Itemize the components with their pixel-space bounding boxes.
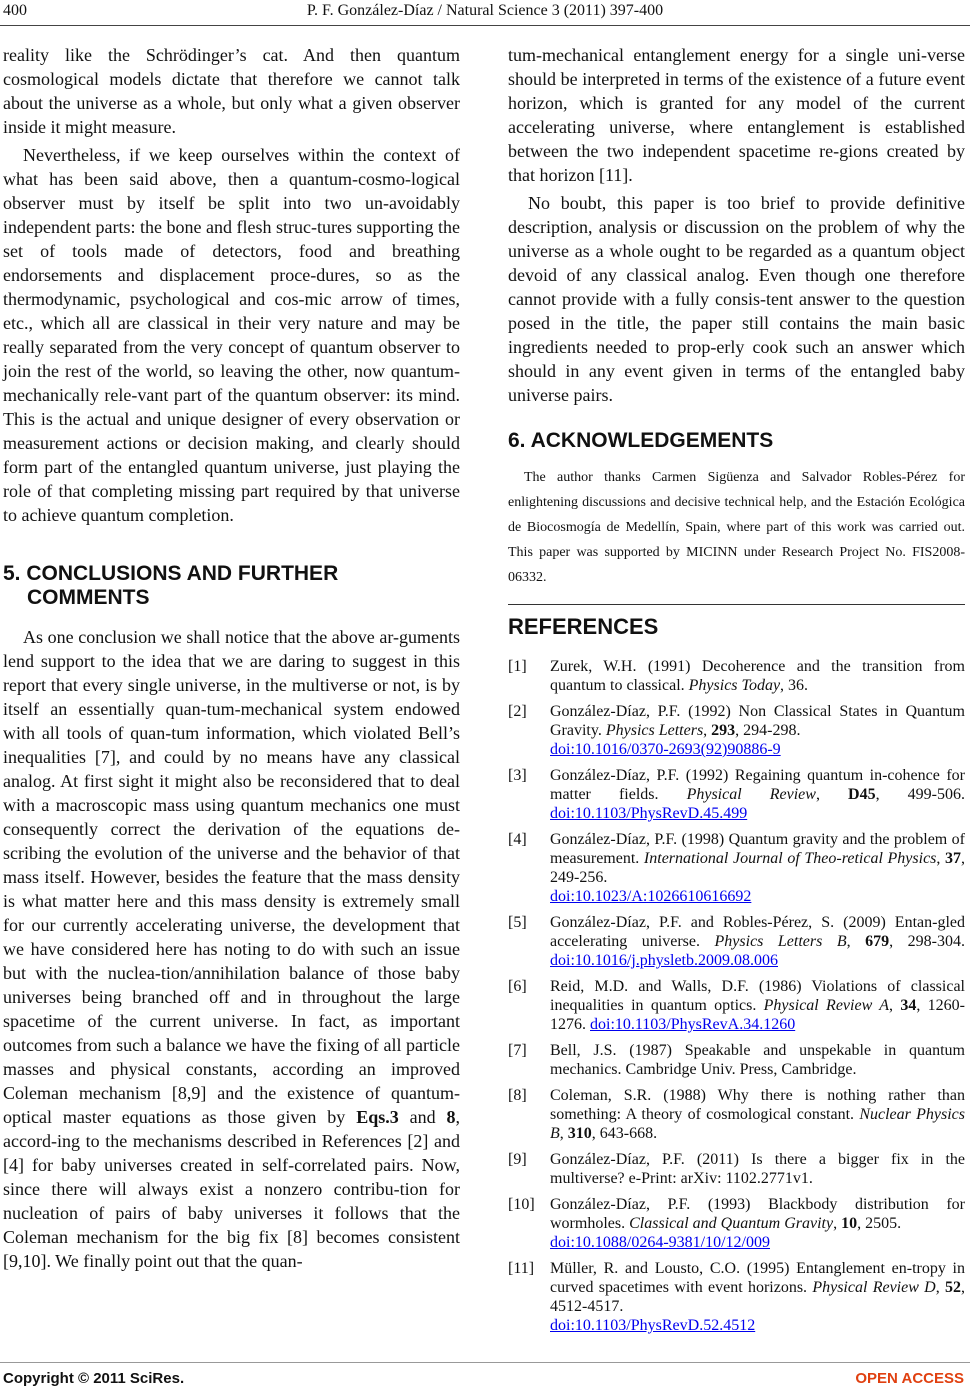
reference-number: [5] (508, 914, 527, 931)
conclusions-text-b: , accord-ing to the mechanisms described in References [2] and [4] for baby universes created in self-correlated pairs. Now, since there will always exist a nonzero contribu-tion for nucleation of pairs of baby universes it follows that the Coleman mechanism for the big fix [8] becomes consistent [9,10]. We finally point out that the quan- (3, 1107, 460, 1271)
reference-item (508, 1150, 965, 1188)
section-5-heading-line2: COMMENTS (27, 586, 150, 609)
reference-journal: Nuclear Physics B (550, 1106, 966, 1142)
section-6-heading: 6. ACKNOWLEDGEMENTS (508, 429, 774, 452)
conclusions-text-a: As one conclusion we shall notice that the above ar-guments lend support to the idea that we are daring to suggest in this report that every single universe, in the multiverse or not, is by itself an essentially quan-tum-mechanical system endowed with all tools of quan-tum information, which violated Bell’s inequalities [7], and could by no means have any classical analog. At first sight it might also be reconsidered that to deal with a macroscopic mass using quantum mechanics one must consequently correct the derivation of the equations de-scribing the evolution of the universe and the behavior of that mass itself. However, besides the feature that the mass density is what matter here and this mass density is extremely small for our currently accelerating universe, the development that we have considered here has noting to do with such an issue but with the nuclea-tion/annihilation balance of those baby universes being branched off and in throughout the large spacetime of the current universe. In fact, as important outcomes from such a balance we have the fixing of all particle masses and physical constants, according an improved Coleman mechanism [8,9] and the existence of quantum-optical master equations as those given by (3, 627, 460, 1127)
reference-body: González-Díaz, P.F. (1992) Non Classical States in Quantum Gravity. Physics Letters, 293, 294-298. doi:10.1016/0370-2693(92)90886-9 (550, 703, 965, 758)
reference-body (550, 1151, 965, 1187)
page-footer (0, 1367, 970, 1388)
doi-link[interactable]: doi:10.1016/0370-2693(92)90886-9 (550, 741, 781, 758)
paragraph-brief: No boubt, this paper is too brief to provide definitive description, analysis or discussion on the problem of why the universe as a whole ought to be regarded as a quantum object devoid of any classical analog. Even though one therefore cannot provide with a fully consis-tent answer to the question posed in the title, the paper still contains the main basic ingredients needed to prop-erly cook such an answer which should in any event given in terms of the entangled baby universe pairs. (508, 193, 965, 405)
reference-body (550, 1042, 965, 1078)
reference-journal: Physics Letters B (714, 933, 847, 950)
page-number: 400 (3, 2, 27, 19)
reference-volume: 679 (865, 933, 890, 950)
paragraph-conclusions (3, 625, 460, 1273)
section-5-heading (3, 562, 460, 610)
reference-pages: , 298-304. (889, 933, 965, 950)
reference-number: [4] (508, 831, 527, 848)
reference-body: González-Díaz, P.F. (1992) Regaining quantum in-cohence for matter fields. Physical Review, D45, 499-506. doi:10.1103/PhysRevD.45.499 (550, 767, 965, 822)
left-column (3, 43, 460, 1273)
reference-number: [9] (508, 1151, 527, 1168)
eq8-ref: 8 (446, 1107, 456, 1127)
reference-text: González-Díaz, P.F. (1992) Non Classical States in Quantum Gravity. (550, 703, 965, 739)
open-access-label: OPEN ACCESS (855, 1370, 964, 1387)
reference-volume: 34 (900, 997, 917, 1014)
reference-pages: , 499-506. (875, 786, 965, 803)
reference-item (508, 913, 965, 970)
reference-volume: 310 (567, 1125, 592, 1142)
reference-journal: Physical Review D (812, 1279, 936, 1296)
reference-item (508, 1041, 965, 1079)
reference-pages: , 36. (780, 677, 809, 694)
reference-text: Müller, R. and Lousto, C.O. (1995) Entanglement en-tropy in curved spacetimes with event horizons. (550, 1260, 965, 1296)
reference-pages: , 4512-4517. (550, 1279, 966, 1315)
reference-journal: Physical Review (686, 786, 816, 803)
doi-link[interactable]: doi:10.1103/PhysRevD.52.4512 (550, 1317, 756, 1334)
doi-link[interactable]: doi:10.1023/A:1026610616692 (550, 888, 752, 905)
doi-link[interactable]: doi:10.1088/0264-9381/10/12/009 (550, 1234, 770, 1251)
paragraph-observer: Nevertheless, if we keep ourselves within the context of what has been said above, then a quantum-cosmo-logical observer must by itself be split into two un-avoidably independent parts: the bone and flesh struc-tures supporting the set of tools made of detectors, food and breathing endorsements and displacement proce-dures, so as the thermodynamic, psychological and cos-mic arrow of times, etc., which all are classical in their very nature and may be really separated from the very concept of quantum observer to join the rest of the world, so leaving the other, now quantum-mechanically rele-vant part of the quantum observer: its mind. This is the actual and unique designer of every observation or measurement actions or decision making, and clearly should form part of the entangled quantum universe, just playing the role of that completing missing part required by that universe to achieve quantum completion. (3, 145, 460, 525)
reference-text: González-Díaz, P.F. and Robles-Pérez, S. (2009) Entan-gled accelerating universe. (550, 914, 965, 950)
reference-pages: , 2505. (857, 1215, 902, 1232)
reference-journal: International Journal of Theo-retical Physics (643, 850, 937, 867)
reference-item (508, 977, 965, 1034)
reference-item (508, 830, 965, 906)
reference-text: González-Díaz, P.F. (1992) Regaining quantum in-cohence for matter fields. (550, 767, 965, 803)
reference-item (508, 702, 965, 759)
eqs3-ref: Eqs.3 (356, 1107, 399, 1127)
reference-number: [2] (508, 703, 527, 720)
reference-text: Coleman, S.R. (1988) Why there is nothing rather than something: A theory of cosmological constant. (550, 1087, 965, 1123)
reference-text: González-Díaz, P.F. (2011) Is there a bigger fix in the multiverse? e-Print: arXiv: 1102.2771v1. (550, 1151, 965, 1187)
doi-link[interactable]: doi:10.1103/PhysRevD.45.499 (550, 805, 748, 822)
reference-journal: Physical Review A (763, 997, 890, 1014)
reference-volume: 293 (711, 722, 736, 739)
reference-journal: Classical and Quantum Gravity (629, 1215, 834, 1232)
reference-item (508, 1259, 965, 1335)
reference-item (508, 657, 965, 695)
reference-item (508, 1195, 965, 1252)
reference-number: [3] (508, 767, 527, 784)
copyright-notice: Copyright © 2011 SciRes. (3, 1370, 185, 1387)
reference-body: González-Díaz, P.F. (1993) Blackbody distribution for wormholes. Classical and Quantum Gravity, 10, 2505. doi:10.1088/0264-9381/10/12/009 (550, 1196, 965, 1251)
reference-text: González-Díaz, P.F. (1993) Blackbody distribution for wormholes. (550, 1196, 965, 1232)
reference-text: Zurek, W.H. (1991) Decoherence and the transition from quantum to classical. (550, 658, 965, 694)
running-head: P. F. González-Díaz / Natural Science 3 (2011) 397-400 (306, 2, 664, 19)
reference-text: Bell, J.S. (1987) Speakable and unspekable in quantum mechanics. Cambridge Univ. Press, Cambridge. (550, 1042, 965, 1078)
reference-volume: 52 (945, 1279, 962, 1296)
doi-link[interactable]: doi:10.1016/j.physletb.2009.08.006 (550, 952, 778, 969)
reference-number: [1] (508, 658, 527, 675)
reference-item (508, 766, 965, 823)
reference-text: González-Díaz, P.F. (1998) Quantum gravity and the problem of measurement. (550, 831, 965, 867)
reference-journal: Physics Today (688, 677, 781, 694)
right-column (508, 43, 965, 1342)
reference-journal: Physics Letters (605, 722, 704, 739)
header-rule (0, 25, 970, 26)
reference-number: [8] (508, 1087, 527, 1104)
reference-text: Reid, M.D. and Walls, D.F. (1986) Violations of classical inequalities in quantum optics. (550, 978, 965, 1014)
reference-body: Müller, R. and Lousto, C.O. (1995) Entanglement en-tropy in curved spacetimes with event horizons. Physical Review D, 52, 4512-4517. doi:10.1103/PhysRevD.52.4512 (550, 1260, 966, 1334)
doi-link[interactable]: doi:10.1103/PhysRevA.34.1260 (590, 1016, 796, 1033)
reference-pages: , 249-256. (550, 850, 966, 886)
reference-pages: , 643-668. (591, 1125, 658, 1142)
reference-volume: D45 (848, 786, 876, 803)
reference-pages: , 294-298. (735, 722, 801, 739)
reference-list (508, 657, 965, 1335)
references-rule (508, 604, 965, 605)
reference-pages: , 1260-1276. (550, 997, 965, 1033)
reference-body: González-Díaz, P.F. and Robles-Pérez, S. (2009) Entan-gled accelerating universe. Physics Letters B, 679, 298-304. doi:10.1016/j.physletb.2009.08.006 (550, 914, 965, 969)
conclusions-and: and (398, 1107, 447, 1127)
reference-body: Reid, M.D. and Walls, D.F. (1986) Violations of classical inequalities in quantum optics. Physical Review A, 34, 1260-1276. doi:10.1103/PhysRevA.34.1260 (550, 978, 965, 1033)
footer-rule (0, 1362, 970, 1363)
page-header (0, 0, 970, 26)
reference-volume: 10 (841, 1215, 858, 1232)
paragraph-entanglement: tum-mechanical entanglement energy for a single uni-verse should be interpreted in terms of the existence of a future event horizon, which is granted for any model of the current accelerating universe, where entanglement is established between the two independent spacetime re-gions created by that horizon [11]. (508, 45, 965, 185)
reference-body: Coleman, S.R. (1988) Why there is nothing rather than something: A theory of cosmological constant. Nuclear Physics B, 310, 643-668. (550, 1087, 966, 1142)
acknowledgements-text: The author thanks Carmen Sigüenza and Salvador Robles-Pérez for enlightening discussions and decisive technical help, and the Estación Ecológica de Biocosmogía de Medellín, Spain, where part of this work was carried out. This paper was supported by MICINN under Research Project No. FIS2008-06332. (508, 470, 965, 585)
reference-number: [7] (508, 1042, 527, 1059)
reference-volume: 37 (945, 850, 962, 867)
reference-number: [10] (508, 1196, 535, 1213)
reference-number: [6] (508, 978, 527, 995)
paragraph-continuation: reality like the Schrödinger’s cat. And then quantum cosmological models dictate that therefore we cannot talk about the universe as a whole, but only what a given observer inside it might measure. (3, 45, 460, 137)
reference-item (508, 1086, 965, 1143)
section-5-heading-line1: 5. CONCLUSIONS AND FURTHER (3, 562, 339, 585)
references-heading: REFERENCES (508, 614, 659, 639)
reference-body (550, 658, 965, 694)
reference-body: González-Díaz, P.F. (1998) Quantum gravity and the problem of measurement. International Journal of Theo-retical Physics, 37, 249-256. doi:10.1023/A:1026610616692 (550, 831, 966, 905)
reference-number: [11] (508, 1260, 535, 1277)
